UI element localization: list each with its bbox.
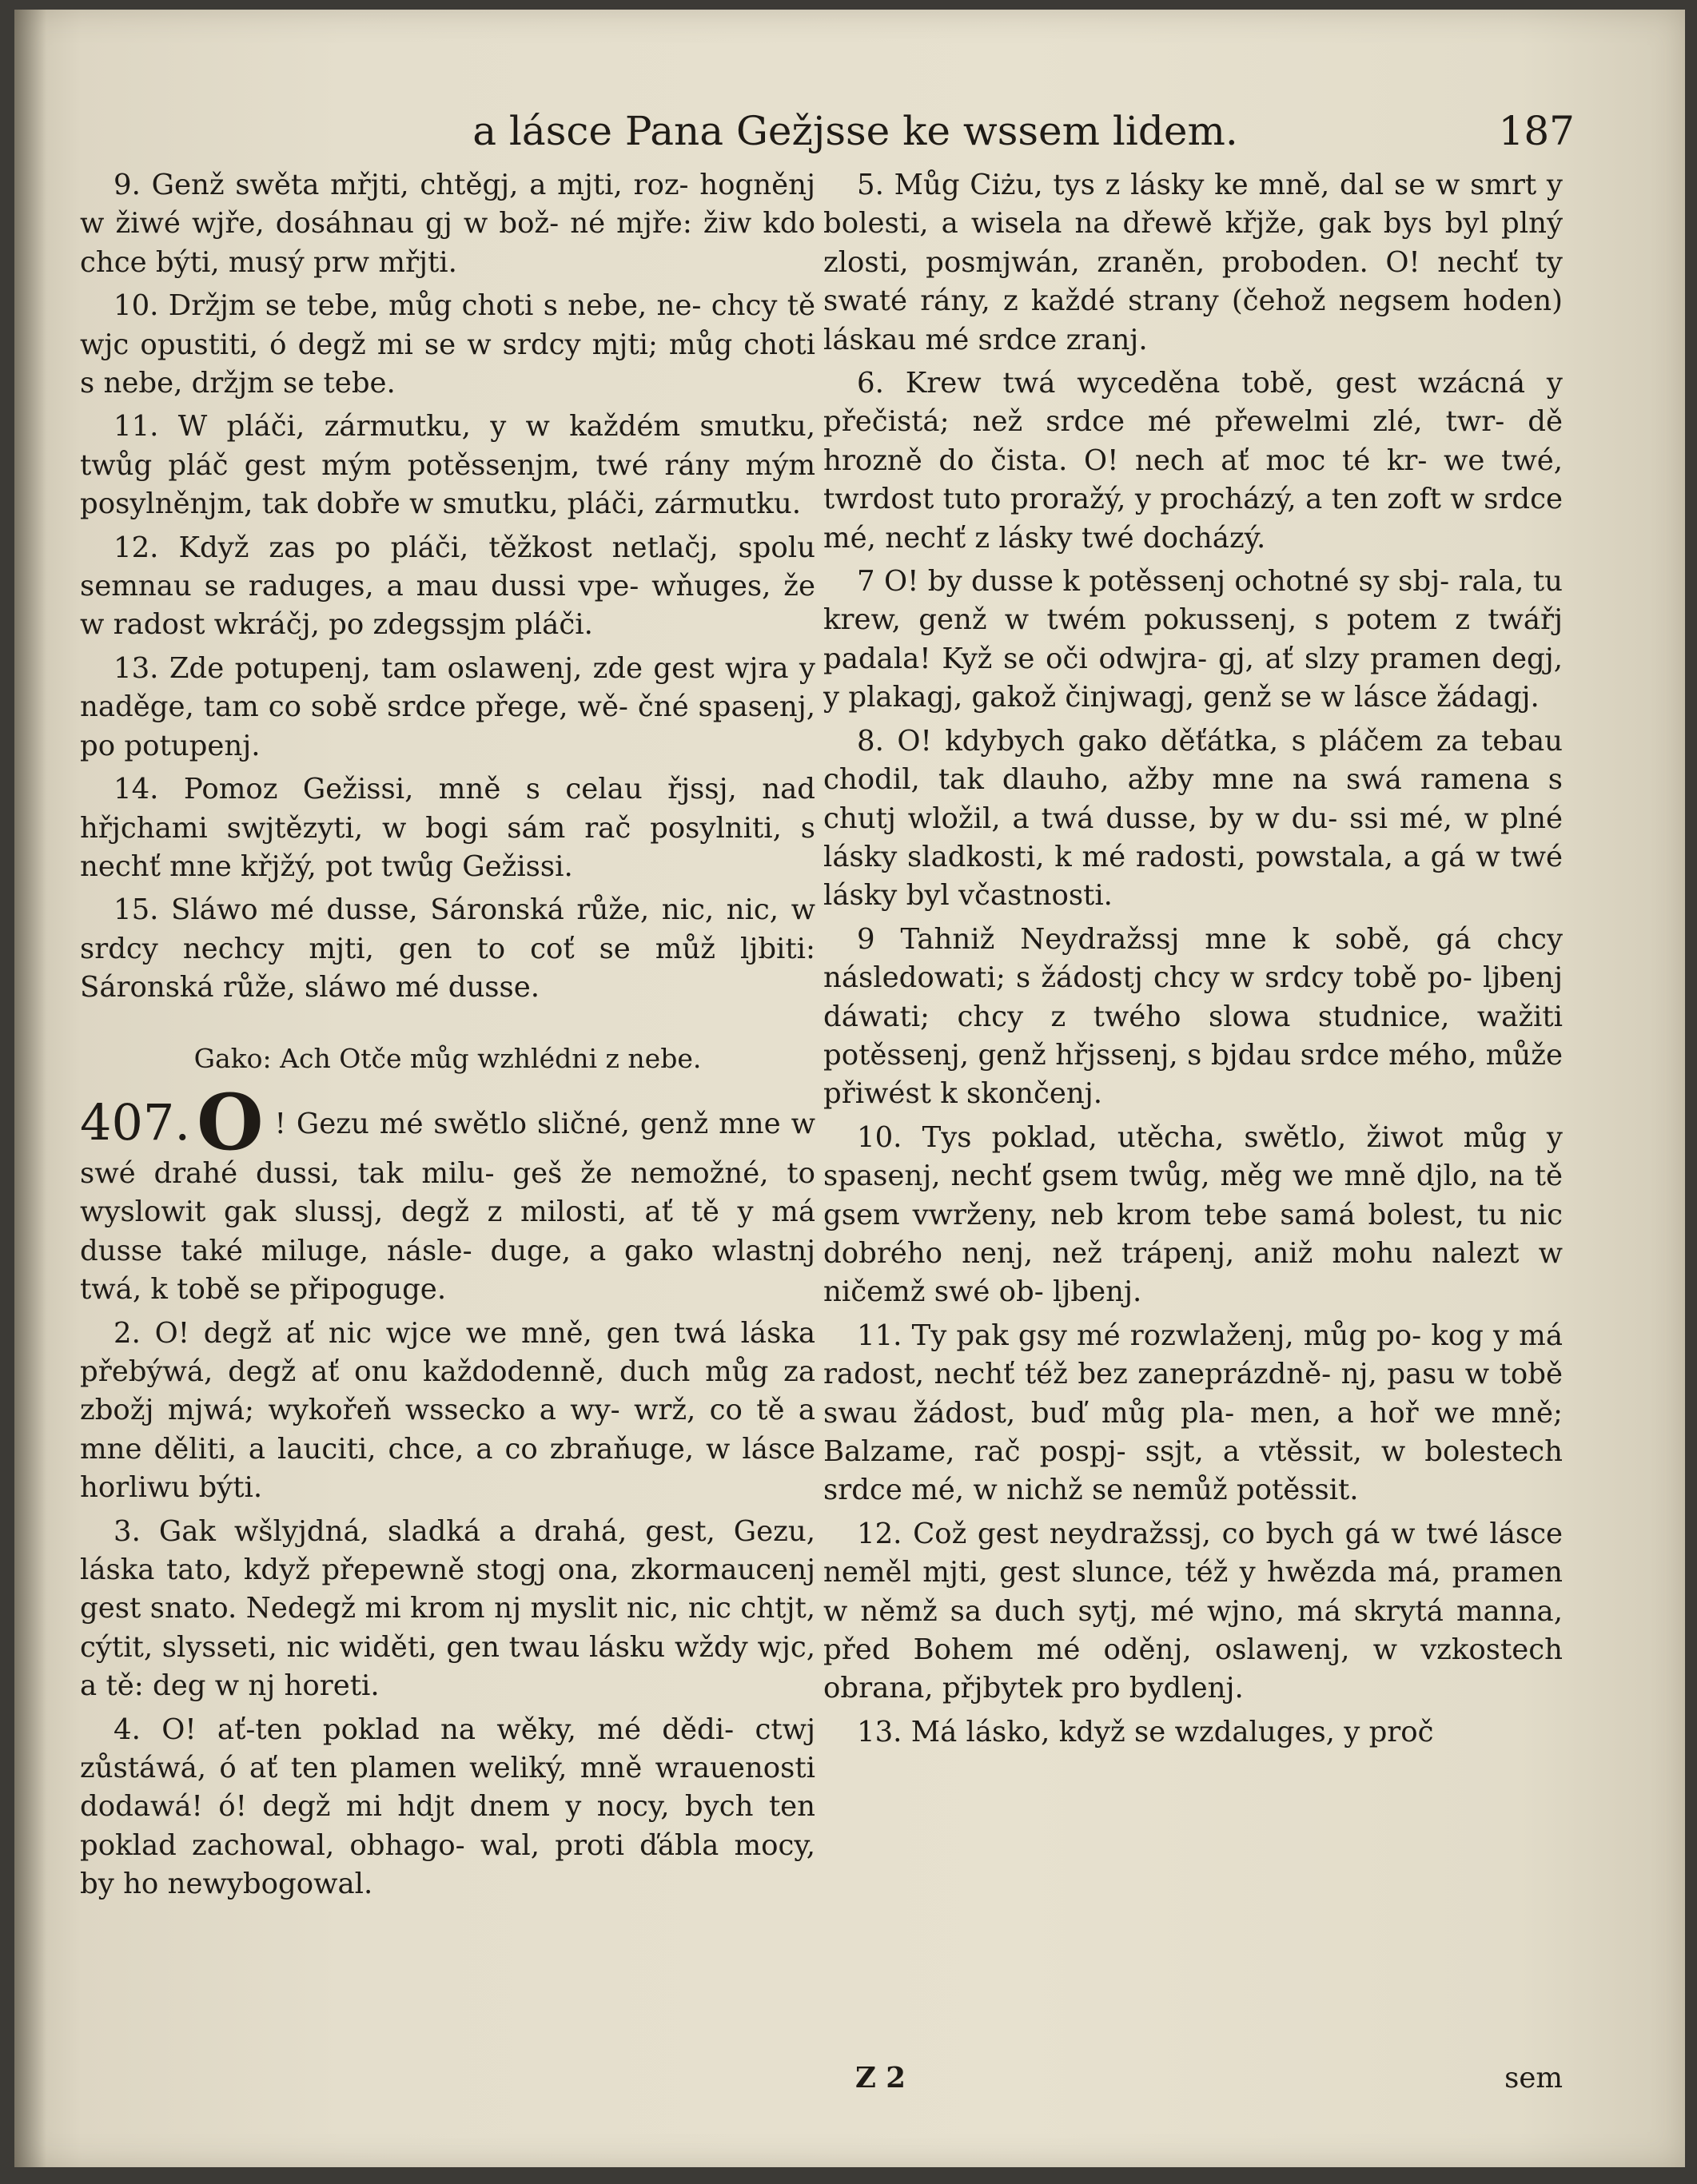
verse-12: 12. Když zas po pláči, těžkost netlačj, spolu semnau se raduges, a mau dussi vpe- wňuges, že w radost wkráčj, po zdegssjm pláči. — [80, 531, 815, 642]
drop-initial: O — [197, 1076, 264, 1168]
hymn-number: 407. — [80, 1092, 191, 1152]
running-head: a lásce Pana Gežjsse ke wssem lidem. — [472, 108, 1238, 154]
hymn-verse-3: 3. Gak wšlyjdná, sladká a drahá, gest, Gezu, láska tato, když přepewně stogj ona, zkormaucenj gest snato. Nedegž mi krom nj myslit nic, nic chtjt, cýtit, slysseti, nic widěti, gen twau lásku wždy wjc, a tě: deg w nj horeti. — [80, 1514, 815, 1703]
hymn-verse-7: 7 O! by dusse k potěssenj ochotné sy sbj- rala, tu krew, genž w twém pokussenj, s potem z twářj padala! Kyž se oči odwjra- gj, ať slzy pramen degj, y plakagj, gakož činjwagj, genž se w lásce žádagj. — [823, 565, 1563, 714]
book-gutter-shadow — [14, 10, 46, 2167]
verse-14: 14. Pomoz Gežissi, mně s celau řjssj, nad hřjchami swjtězyti, w bogi sám rač posylniti, s nechť mne křjžý, pot twůg Gežissi. — [80, 773, 815, 883]
hymn-verse-9: 9 Tahniž Neydražssj mne k sobě, gá chcy následowati; s žádostj chcy w srdcy tobě po- ljbenj dáwati; chcy z twého slowa studnice, wažiti potěssenj, genž hřjssenj, s bjdau srdce mého, může přiwést k skončenj. — [823, 922, 1563, 1111]
page-number: 187 — [1498, 108, 1575, 154]
hymn-verse-2: 2. O! degž ať nic wjce we mně, gen twá láska přebýwá, degž ať onu každodenně, duch můg za zbožj mjwá; wykořeň wssecko a wy- wrž, co tě a mne děliti, a lauciti, chce, a co zbraňuge, w lásce horliwu býti. — [80, 1316, 815, 1505]
signature-mark: Z 2 — [855, 2062, 906, 2094]
verse-13: 13. Zde potupenj, tam oslawenj, zde gest wjra y naděge, tam co sobě srdce přege, wě- čné spasenj, po potupenj. — [80, 651, 815, 762]
catchword: sem — [1504, 2062, 1563, 2094]
hymn-verse-4: 4. O! ať-ten poklad na wěky, mé dědi- ctwj zůstáwá, ó ať ten plamen weliký, mně wrauenosti dodawá! ó! degž mi hdjt dnem y nocy, bych ten poklad zachowal, obhago- wal, proti ďábla mocy, by ho newybogowal. — [80, 1713, 815, 1901]
hymn-407-opening — [80, 1076, 815, 1310]
hymn-verse-10: 10. Tys poklad, utěcha, swětlo, žiwot můg y spasenj, nechť gsem twůg, měg we mně djlo, na tě gsem vwrženy, neb krom tebe samá bolest, tu nic dobrého nenj, než trápenj, aniž mohu nalezt w ničemž swé ob- ljbenj. — [823, 1120, 1563, 1309]
hymn-verse-12: 12. Což gest neydražssj, co bych gá w twé lásce neměl mjti, gest slunce, též y hwězda má, pramen w němž sa duch sytj, mé wjno, má skrytá manna, před Bohem mé oděnj, oslawenj, w vzkostech obrana, přjbytek pro bydlenj. — [823, 1517, 1563, 1705]
left-column — [80, 166, 815, 1904]
right-column — [823, 166, 1563, 1752]
verse-10: 10. Držjm se tebe, můg choti s nebe, ne- chcy tě wjc opustiti, ó degž mi se w srdcy mjti; můg choti s nebe, držjm se tebe. — [80, 289, 815, 400]
verse-15: 15. Sláwo mé dusse, Sáronská růže, nic, nic, w srdcy nechcy mjti, gen to coť se můž ljbiti: Sáronská růže, sláwo mé dusse. — [80, 893, 815, 1004]
hymn-verse-13: 13. Má lásko, když se wzdaluges, y proč — [857, 1715, 1434, 1748]
hymn-verse-5: 5. Můg Ciżu, tys z lásky ke mně, dal se w smrt y bolesti, a wisela na dřewě křjže, gak bys byl plný zlosti, posmjwán, zraněn, proboden. O! nechť ty swaté rány, z každé strany (čehož negsem hoden) láskau mé srdce zranj. — [823, 169, 1563, 356]
hymn-verse-8: 8. O! kdybych gako děťátka, s pláčem za tebau chodil, tak dlauho, ažby mne na swá ramena s chutj wložil, a twá dusse, by w du- ssi mé, w plné lásky sladkosti, k mé radosti, powstala, a gá w twé lásky byl včastnosti. — [823, 724, 1563, 913]
hymn-verse-6: 6. Krew twá wyceděna tobě, gest wzácná y přečistá; než srdce mé přewelmi zlé, twr- dě hrozně do čista. O! nech ať moc té kr- we twé, twrdost tuto proražý, y procházý, a ten zoft w srdce mé, nechť z lásky twé docházý. — [823, 367, 1563, 555]
hymn-verse-11: 11. Ty pak gsy mé rozwlaženj, můg po- kog y má radost, nechť též bez zaneprázdně- nj, pasu w tobě swau žádost, buď můg pla- men, a hoř we mně; Balzame, rač pospj- ssjt, a vtěssit, w bolestech srdce mé, w nichž se nemůž potěssit. — [823, 1319, 1563, 1507]
hymn-opening-text: ! Gezu mé swětlo sličné, genž mne w swé drahé dussi, tak milu- geš že nemožné, to wyslowit gak slussj, degž z milosti, ať tě y má dusse také miluge, násle- duge, a gako wlastnj twá, k tobě se připoguge. — [80, 1107, 815, 1307]
melody-note: Gako: Ach Otče můg wzhlédni z nebe. — [193, 1042, 702, 1074]
verse-9: 9. Genž swěta mřjti, chtěgj, a mjti, roz- hogněnj w žiwé wjře, dosáhnau gj w bož- né mjře: žiw kdo chce býti, musý prw mřjti. — [80, 169, 815, 279]
verse-11: 11. W pláči, zármutku, y w každém smutku, twůg pláč gest mým potěssenjm, twé rány mým posylněnjm, tak dobře w smutku, pláči, zármutku. — [80, 410, 815, 521]
